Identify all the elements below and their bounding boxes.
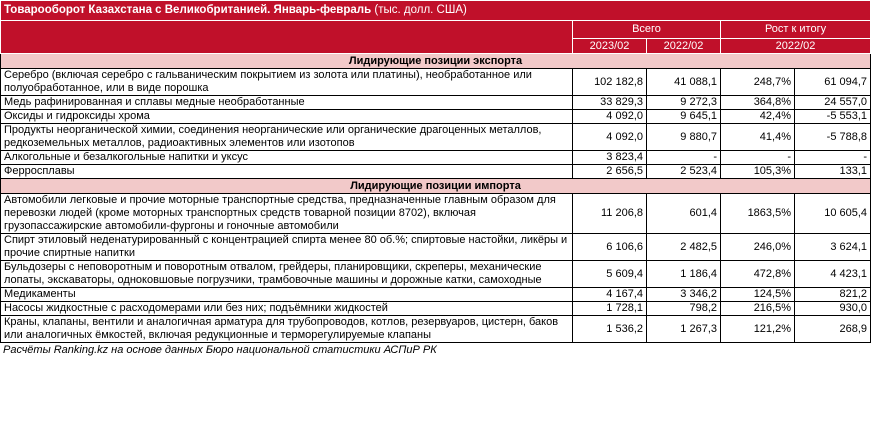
row-growth-diff: -: [795, 151, 871, 165]
table-row: [1, 234, 871, 261]
row-name: Алкогольные и безалкогольные напитки и уксус: [1, 151, 573, 165]
row-value-2022: 1 186,4: [647, 261, 721, 288]
header-growth: Рост к итогу: [721, 21, 871, 39]
row-name: Насосы жидкостные с расходомерами или без них; подъёмники жидкостей: [1, 302, 573, 316]
row-growth-percent: 472,8%: [721, 261, 795, 288]
table-title: Товарооборот Казахстана с Великобританией. Январь-февраль (тыс. долл. США): [1, 1, 871, 21]
row-growth-percent: 41,4%: [721, 124, 795, 151]
row-name: Спирт этиловый неденатурированный с концентрацией спирта менее 80 об.%; спиртовые настойки, ликёры и прочие спиртные напитки: [1, 234, 573, 261]
row-name: Бульдозеры с неповоротным и поворотным отвалом, грейдеры, планировщики, скреперы, механические лопаты, экскаваторы, одноковшовые погрузчики, трамбовочные машины и дорожные катки, самоходные: [1, 261, 573, 288]
row-growth-percent: 105,3%: [721, 165, 795, 179]
row-value-2022: 41 088,1: [647, 69, 721, 96]
table-row: [1, 110, 871, 124]
export-section-heading: Лидирующие позиции экспорта: [1, 54, 871, 69]
row-value-2023: 4 092,0: [573, 110, 647, 124]
row-name: Серебро (включая серебро с гальваническим покрытием из золота или платины), необработанное или полуобработанное, или в виде порошка: [1, 69, 573, 96]
row-name: Продукты неорганической химии, соединения неорганические или органические драгоценных металлов, редкоземельных металлов, радиоактивных элементов или изотопов: [1, 124, 573, 151]
row-growth-percent: 1863,5%: [721, 194, 795, 234]
row-growth-diff: 133,1: [795, 165, 871, 179]
row-value-2023: 6 106,6: [573, 234, 647, 261]
header-total: Всего: [573, 21, 721, 39]
row-value-2022: 9 272,3: [647, 96, 721, 110]
row-name: Оксиды и гидроксиды хрома: [1, 110, 573, 124]
table-row: [1, 96, 871, 110]
row-growth-percent: 124,5%: [721, 288, 795, 302]
header-2023: 2023/02: [573, 39, 647, 54]
row-growth-diff: 61 094,7: [795, 69, 871, 96]
row-growth-diff: 930,0: [795, 302, 871, 316]
header-2022: 2022/02: [647, 39, 721, 54]
row-value-2023: 1 536,2: [573, 316, 647, 343]
row-value-2022: 601,4: [647, 194, 721, 234]
header-growth-period: 2022/02: [721, 39, 871, 54]
row-value-2022: 798,2: [647, 302, 721, 316]
row-growth-diff: -5 553,1: [795, 110, 871, 124]
row-growth-percent: 216,5%: [721, 302, 795, 316]
row-name: Краны, клапаны, вентили и аналогичная арматура для трубопроводов, котлов, резервуаров, цистерн, баков или аналогичных ёмкостей, включая редукционные и терморегулируемые клапаны: [1, 316, 573, 343]
row-growth-diff: -5 788,8: [795, 124, 871, 151]
table-row: [1, 288, 871, 302]
row-value-2022: 1 267,3: [647, 316, 721, 343]
row-growth-percent: 364,8%: [721, 96, 795, 110]
row-growth-diff: 10 605,4: [795, 194, 871, 234]
row-value-2022: 9 880,7: [647, 124, 721, 151]
row-growth-percent: 248,7%: [721, 69, 795, 96]
row-name: Медикаменты: [1, 288, 573, 302]
row-growth-diff: 3 624,1: [795, 234, 871, 261]
row-value-2023: 4 092,0: [573, 124, 647, 151]
row-growth-diff: 821,2: [795, 288, 871, 302]
row-growth-diff: 4 423,1: [795, 261, 871, 288]
row-value-2023: 2 656,5: [573, 165, 647, 179]
row-value-2022: 3 346,2: [647, 288, 721, 302]
row-name: Медь рафинированная и сплавы медные необработанные: [1, 96, 573, 110]
header-blank: [1, 21, 573, 54]
row-value-2023: 1 728,1: [573, 302, 647, 316]
table-row: [1, 194, 871, 234]
row-growth-percent: 42,4%: [721, 110, 795, 124]
row-value-2023: 3 823,4: [573, 151, 647, 165]
row-value-2023: 4 167,4: [573, 288, 647, 302]
table-row: [1, 151, 871, 165]
row-value-2022: 2 523,4: [647, 165, 721, 179]
table-row: [1, 124, 871, 151]
table-row: [1, 261, 871, 288]
row-growth-percent: 246,0%: [721, 234, 795, 261]
row-value-2023: 5 609,4: [573, 261, 647, 288]
import-section-heading: Лидирующие позиции импорта: [1, 179, 871, 194]
row-name: Ферросплавы: [1, 165, 573, 179]
row-value-2023: 11 206,8: [573, 194, 647, 234]
row-value-2022: -: [647, 151, 721, 165]
row-value-2023: 102 182,8: [573, 69, 647, 96]
row-growth-diff: 24 557,0: [795, 96, 871, 110]
table-row: [1, 165, 871, 179]
row-value-2022: 9 645,1: [647, 110, 721, 124]
table-unit: (тыс. долл. США): [374, 4, 467, 16]
row-value-2022: 2 482,5: [647, 234, 721, 261]
table-row: [1, 316, 871, 343]
row-growth-percent: 121,2%: [721, 316, 795, 343]
row-name: Автомобили легковые и прочие моторные транспортные средства, предназначенные главным образом для перевозки людей (кроме моторных транспортных средств товарной позиции 8702), включая грузопассажирские автомобили-фургоны и гоночные автомобили: [1, 194, 573, 234]
row-value-2023: 33 829,3: [573, 96, 647, 110]
table-row: [1, 302, 871, 316]
row-growth-percent: -: [721, 151, 795, 165]
footer-source: Расчёты Ranking.kz на основе данных Бюро национальной статистики АСПиР РК: [3, 344, 437, 356]
table-row: [1, 69, 871, 96]
row-growth-diff: 268,9: [795, 316, 871, 343]
